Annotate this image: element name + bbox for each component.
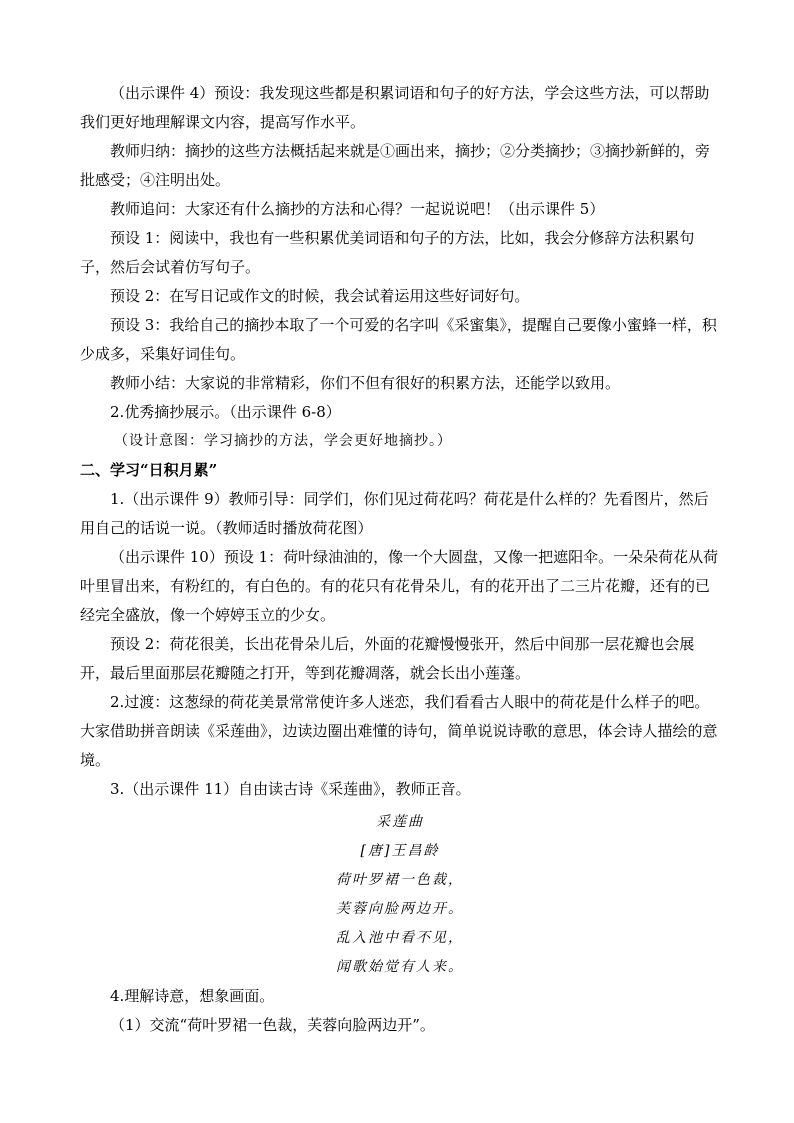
poem-line: 荷叶罗裙一色裁， [336,872,464,888]
paragraph: 预设 2：荷花很美，长出花骨朵儿后，外面的花瓣慢慢张开，然后中间那一层花瓣也会展开，最后里面那层花瓣随之打开，等到花瓣凋落，就会长出小莲蓬。 [80,635,695,682]
paragraph: （1）交流“荷叶罗裙一色裁，芙蓉向脸两边开”。 [110,1016,435,1034]
paragraph: 教师小结：大家说的非常精彩，你们不但有很好的积累方法，还能学以致用。 [110,374,621,392]
paragraph: 2.优秀摘抄展示。（出示课件 6-8） [110,403,341,421]
poem-line: 闻歌始觉有人来。 [336,959,464,975]
paragraph: （出示课件 4）预设：我发现这些都是积累词语和句子的好方法，学会这些方法，可以帮助我们更好地理解课文内容，提高写作水平。 [80,84,710,131]
section-heading: 二、学习“日积月累” [80,461,218,479]
paragraph: 教师追问：大家还有什么摘抄的方法和心得？一起说说吧！（出示课件 5） [110,200,605,218]
paragraph: （出示课件 10）预设 1：荷叶绿油油的，像一个大圆盘，又像一把遮阳伞。一朵朵荷花从荷叶里冒出来，有粉红的，有白色的。有的花只有花骨朵儿，有的花开出了二三片花瓣，还有的已经完全盛放，像一个婷婷玉立的少女。 [80,548,719,624]
design-note: （设计意图：学习摘抄的方法，学会更好地摘抄。） [114,433,452,449]
paragraph: 教师归纳：摘抄的这些方法概括起来就是①画出来，摘抄；②分类摘抄；③摘抄新鲜的，旁批感受；④注明出处。 [80,142,711,189]
poem-line: 乱入池中看不见， [336,930,464,946]
paragraph: 4.理解诗意，想象画面。 [110,987,275,1005]
paragraph: 1.（出示课件 9）教师引导：同学们，你们见过荷花吗？荷花是什么样的？先看图片，然后用自己的话说一说。（教师适时播放荷花图） [80,490,709,537]
paragraph: 预设 3：我给自己的摘抄本取了一个可爱的名字叫《采蜜集》，提醒自己要像小蜜蜂一样，积少成多，采集好词佳句。 [80,316,717,363]
paragraph: 3.（出示课件 11）自由读古诗《采莲曲》，教师正音。 [110,780,471,798]
paragraph: 预设 1：阅读中，我也有一些积累优美词语和句子的方法，比如，我会分修辞方法积累句子，然后会试着仿写句子。 [80,229,695,276]
paragraph: 预设 2：在写日记或作文的时候，我会试着运用这些好词好句。 [110,287,530,305]
poem-title: 采莲曲 [376,814,424,830]
poem-author: [唐]王昌龄 [360,843,440,859]
poem-line: 芙蓉向脸两边开。 [336,901,464,917]
document-page [80,79,720,1040]
paragraph: 2.过渡：这葱绿的荷花美景常常使许多人迷恋，我们看看古人眼中的荷花是什么样子的吧。大家借助拼音朗读《采莲曲》，边读边圈出难懂的诗句，简单说说诗歌的意思，体会诗人描绘的意境。 [80,693,718,769]
